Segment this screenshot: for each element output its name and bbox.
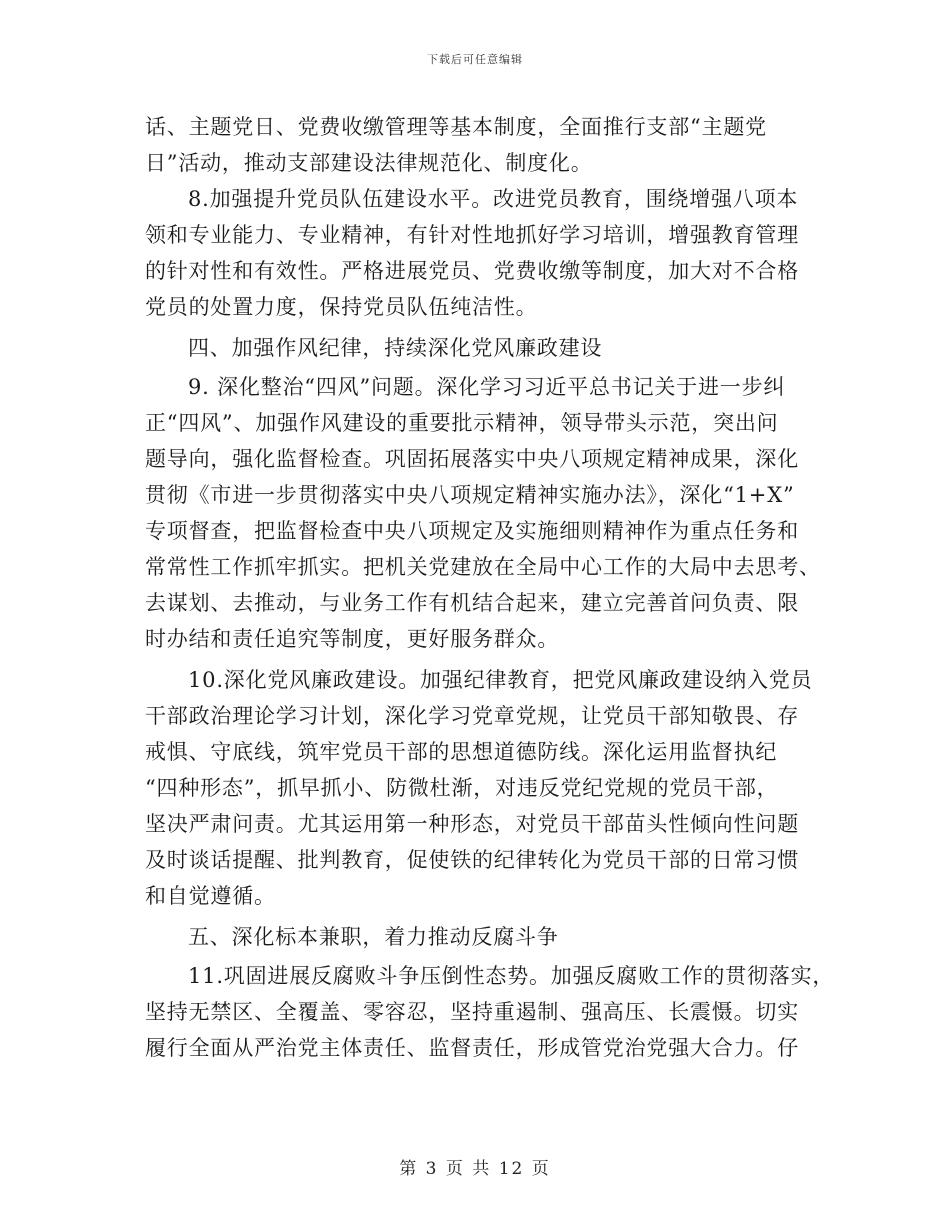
text-line: 及时谈话提醒、批判教育，促使铁的纪律转化为党员干部的日常习惯 (145, 848, 799, 872)
text-line: 履行全面从严治党主体责任、监督责任，形成管党治党强大合力。仔 (145, 1036, 799, 1060)
text-line: 领和专业能力、专业精神，有针对性地抓好学习培训，增强教育管理 (145, 223, 799, 247)
paragraph-start-8: 8.加强提升党员队伍建设水平。改进党员教育，围绕增强八项本 (188, 187, 799, 211)
section-heading-4: 四、加强作风纪律，持续深化党风廉政建设 (188, 336, 603, 360)
text-line: 的针对性和有效性。严格进展党员、党费收缴等制度，加大对不合格 (145, 259, 799, 283)
text-line: 常常性工作抓牢抓实。把机关党建放在全局中心工作的大局中去思考、 (145, 555, 821, 579)
text-line: 日”活动，推动支部建设法律规范化、制度化。 (145, 151, 593, 175)
text-line: 干部政治理论学习计划，深化学习党章党规，让党员干部知敬畏、存 (145, 704, 799, 728)
section-heading-5: 五、深化标本兼职，着力推动反腐斗争 (188, 925, 559, 949)
text-line: 去谋划、去推动，与业务工作有机结合起来，建立完善首问负责、限 (145, 591, 799, 615)
text-line: 话、主题党日、党费收缴管理等基本制度，全面推行支部“主题党 (145, 115, 767, 139)
text-line: 专项督查，把监督检查中央八项规定及实施细则精神作为重点任务和 (145, 519, 799, 543)
text-line: 正“四风”、加强作风建设的重要批示精神，领导带头示范，突出问 (145, 411, 779, 435)
text-line: 和自觉遵循。 (145, 884, 276, 908)
page-header: 下载后可任意编辑 (427, 53, 523, 66)
text-line: 题导向，强化监督检查。巩固拓展落实中央八项规定精神成果，深化 (145, 447, 799, 471)
page-footer: 第 3 页 共 12 页 (399, 1159, 551, 1179)
text-line: 党员的处置力度，保持党员队伍纯洁性。 (145, 295, 538, 319)
text-line: 贯彻《市进一步贯彻落实中央八项规定精神实施办法》，深化“1+X” (145, 483, 795, 507)
text-line: 戒惧、守底线，筑牢党员干部的思想道德防线。深化运用监督执纪 (145, 740, 778, 764)
paragraph-start-9: 9. 深化整治“四风”问题。深化学习习近平总书记关于进一步纠 (188, 375, 786, 399)
text-line: 坚决严肃问责。尤其运用第一种形态，对党员干部苗头性倾向性问题 (145, 812, 799, 836)
paragraph-start-10: 10.深化党风廉政建设。加强纪律教育，把党风廉政建设纳入党员 (188, 668, 813, 692)
text-line: 时办结和责任追究等制度，更好服务群众。 (145, 627, 560, 651)
text-line: 坚持无禁区、全覆盖、零容忍，坚持重遏制、强高压、长震慑。切实 (145, 1000, 799, 1024)
text-line: “四种形态”，抓早抓小、防微杜渐，对违反党纪党规的党员干部， (145, 776, 779, 800)
paragraph-start-11: 11.巩固进展反腐败斗争压倒性态势。加强反腐败工作的贯彻落实， (188, 964, 835, 988)
